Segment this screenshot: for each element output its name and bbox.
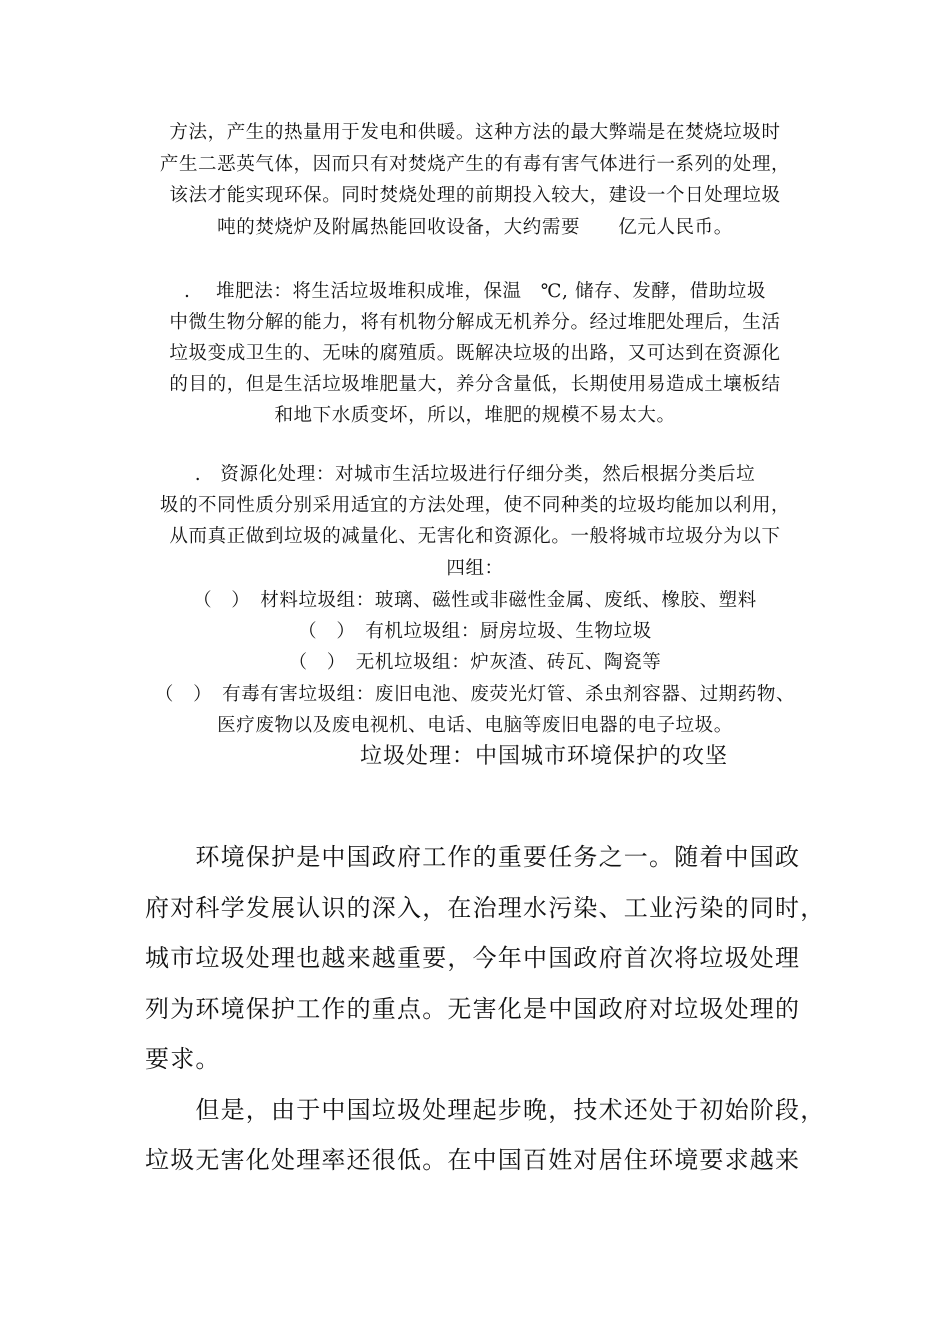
paragraph-line: 圾的不同性质分别采用适宜的方法处理，使不同种类的垃圾均能加以利用，: [159, 495, 791, 516]
paragraph-line: . 堆肥法：将生活垃圾堆积成堆，保温 ℃, 储存、发酵，借助垃圾: [183, 281, 767, 302]
paragraph-line: 环境保护是中国政府工作的重要任务之一。随着中国政: [145, 843, 801, 871]
paragraph-line: 要求。: [145, 1045, 221, 1073]
paragraph-line: 产生二恶英气体，因而只有对焚烧产生的有毒有害气体进行一系列的处理，: [159, 154, 791, 175]
article-title: 垃圾处理：中国城市环境保护的攻坚: [360, 744, 729, 769]
list-item: （ ） 材料垃圾组：玻璃、磁性或非磁性金属、废纸、橡胶、塑料: [193, 590, 757, 611]
paragraph-line: 垃圾无害化处理率还很低。在中国百姓对居住环境要求越来: [145, 1146, 801, 1174]
paragraph-line: 吨的焚烧炉及附属热能回收设备，大约需要 亿元人民币。: [217, 217, 733, 238]
list-item: （ ） 有毒有害垃圾组：废旧电池、废荧光灯管、杀虫剂容器、过期药物、: [154, 684, 796, 705]
paragraph-line: 中微生物分解的能力，将有机物分解成无机养分。经过堆肥处理后，生活: [169, 312, 781, 333]
list-item: （ ） 有机垃圾组：厨房垃圾、生物垃圾: [298, 621, 652, 642]
paragraph-line: 府对科学发展认识的深入，在治理水污染、工业污染的同时，: [145, 894, 826, 922]
paragraph-line: 四组：: [446, 558, 504, 579]
paragraph-line: 但是，由于中国垃圾处理起步晚，技术还处于初始阶段，: [145, 1096, 826, 1124]
paragraph-line: 方法，产生的热量用于发电和供暖。这种方法的最大弊端是在焚烧垃圾时: [169, 122, 781, 143]
paragraph-line: 和地下水质变坏，所以，堆肥的规模不易太大。: [274, 405, 676, 426]
paragraph-line: 城市垃圾处理也越来越重要，今年中国政府首次将垃圾处理: [145, 944, 801, 972]
list-item: （ ） 无机垃圾组：炉灰渣、砖瓦、陶瓷等: [288, 652, 662, 673]
paragraph-line: 的目的，但是生活垃圾堆肥量大，养分含量低，长期使用易造成土壤板结: [169, 374, 781, 395]
list-item: 医疗废物以及废电视机、电话、电脑等废旧电器的电子垃圾。: [217, 715, 733, 736]
paragraph-line: 列为环境保护工作的重点。无害化是中国政府对垃圾处理的: [145, 995, 801, 1023]
paragraph-line: 该法才能实现环保。同时焚烧处理的前期投入较大，建设一个日处理垃圾: [169, 185, 781, 206]
paragraph-line: 垃圾变成卫生的、无味的腐殖质。既解决垃圾的出路，又可达到在资源化: [169, 343, 781, 364]
paragraph-line: 从而真正做到垃圾的减量化、无害化和资源化。一般将城市垃圾分为以下: [169, 526, 781, 547]
paragraph-line: . 资源化处理：对城市生活垃圾进行仔细分类，然后根据分类后垃: [194, 464, 756, 485]
